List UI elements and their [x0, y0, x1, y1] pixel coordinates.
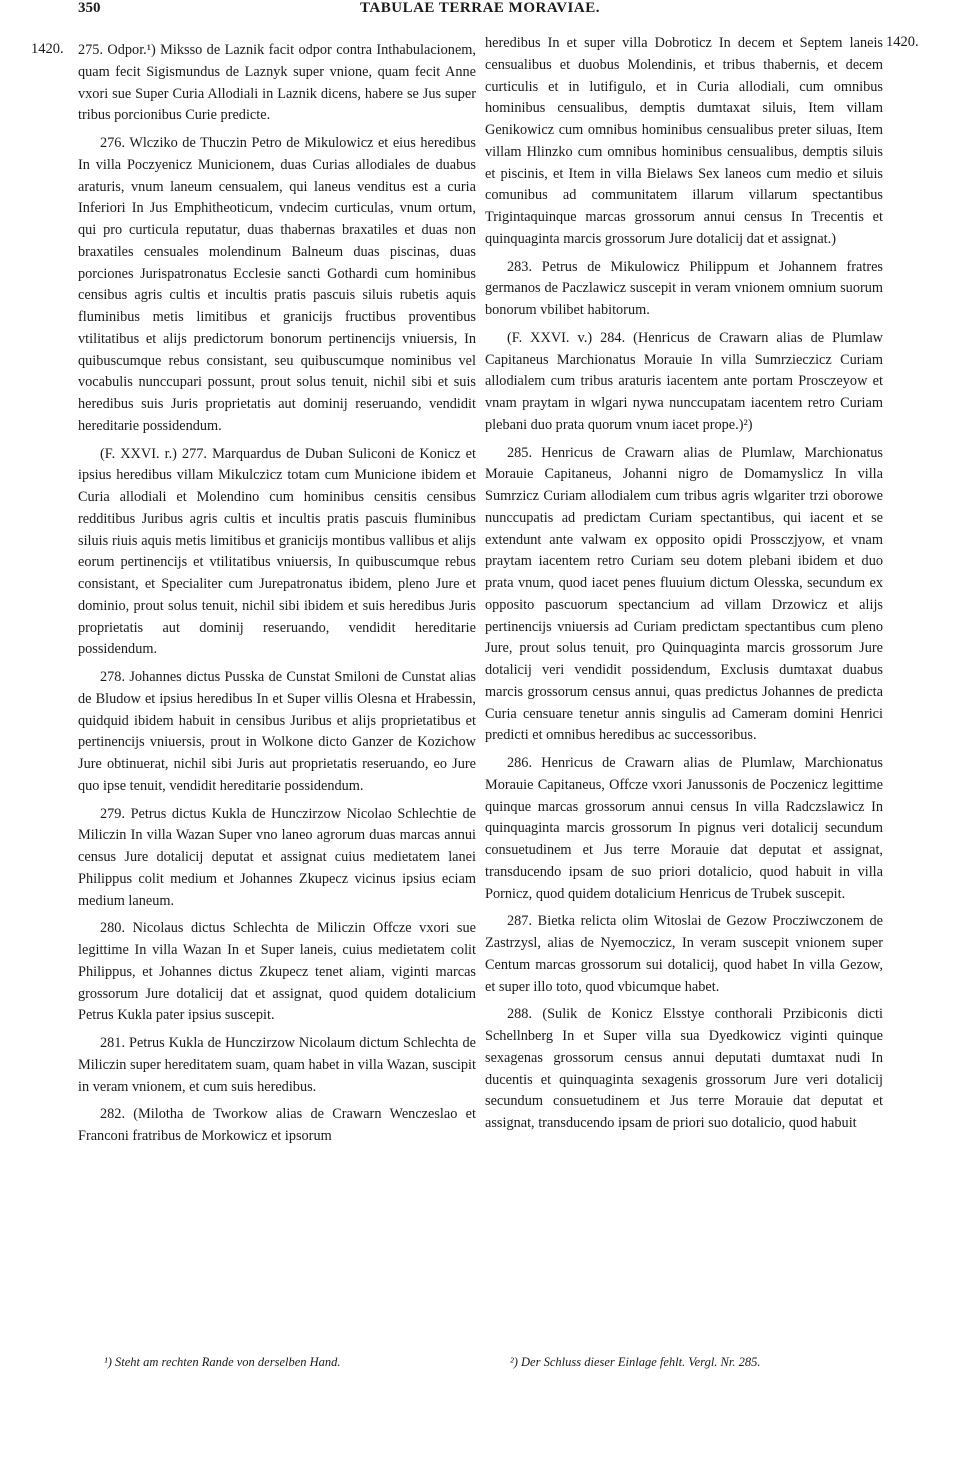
- margin-year-left: 1420.: [31, 41, 64, 57]
- footnote-left: ¹) Steht am rechten Rande von derselben Hand.: [104, 1355, 341, 1369]
- entry-paragraph: (F. XXVI. v.) 284. (Henricus de Crawarn alias de Plumlaw Capitaneus Marchionatus Morauie In villa Sumrzieczicz Curiam allodialem cum tribus araturis iacentem ante portam Prosczeyow et vnam praytam in wlgari nywa nunccupatam iacentem retro Curiam plebani duo prata quorum vnum iacet prope.)²): [485, 329, 883, 433]
- entry-paragraph: 282. (Milotha de Tworkow alias de Crawarn Wenczeslao et Franconi fratribus de Morkowicz et ipsorum: [78, 1106, 476, 1144]
- entry-paragraph: 279. Petrus dictus Kukla de Hunczirzow Nicolao Schlechtie de Miliczin In villa Wazan Super vno laneo agrorum duas marcas annui census Jure dotalicij deputat et assignat cuius medietatem lanei Philippus colit medium et Johannes Zkupecz vicinus ipsius eciam medium laneum.: [78, 805, 476, 909]
- entry-paragraph: 275. Odpor.¹) Miksso de Laznik facit odpor contra Inthabulacionem, quam fecit Sigismundus de Laznyk super vnione, quam fecit Anne vxori sue Super Curia Allodiali in Laznik dicens, habere se Jus super tribus porcionibus Curie predicte.: [78, 42, 476, 124]
- entry-paragraph: 280. Nicolaus dictus Schlechta de Miliczin Offcze vxori sue legittime In villa Wazan In et Super laneis, cuius medietatem colit Philippus, et Johannes dictus Zkupecz tenet aliam, viginti marcas grossorum Jure dotalicij dat et assignat, quod quidem dotalicium Petrus Kukla pater ipsius suscepit.: [78, 920, 476, 1024]
- entry-paragraph: 285. Henricus de Crawarn alias de Plumlaw, Marchionatus Morauie Capitaneus, Johanni nigro de Domamyslicz In villa Sumrzicz Curiam allodialem cum tribus agris wlgariter trzi oborowe nunccupatis ad predictam Curiam spectantibus, qui iacent et se extendunt ante valwam ex opposito opidi Prossczjyow, et vnam praytam iacentem retro Curiam seu dotem plebani ibidem et duo prata vnum, quod iacet penes fluuium dictum Olesska, secundum ex opposito pascuorum spectancium ad villam Drzowicz et alijs pertinencijs vniuersis ad Curiam predictam spectantibus cum pleno Jure, prout solus tenuit, pro Quinquaginta marcis grossorum Jure dotalicij veri vendidit possidendum, Exclusis dumtaxat duabus marcis grossorum census annui, quas predictus Johannes de predicta Curia censuare tenetur annis singulis ad Cameram domini Henrici predicti et omnibus heredibus ac successoribus.: [485, 444, 883, 744]
- running-title: TABULAE TERRAE MORAVIAE.: [360, 0, 600, 16]
- entry-paragraph: 281. Petrus Kukla de Hunczirzow Nicolaum dictum Schlechta de Miliczin super hereditatem suam, quam habet in villa Wazan, suscipit in veram vnionem, et cum suis heredibus.: [78, 1035, 476, 1095]
- entry-paragraph: 288. (Sulik de Konicz Elsstye conthorali Przibiconis dicti Schellnberg In et Super villa sua Dyedkowicz viginti quinque sexagenas grossorum census annui deputati dumtaxat nudi In ducentis et quinquaginta sexagenis grossorum Jure veri dotalicij secundum consuetudinem et Jus terre Morauie dat deputat et assignat, transducendo ipsam de priori suo dotalicio, quod habuit: [485, 1006, 883, 1131]
- entry-paragraph: 283. Petrus de Mikulowicz Philippum et Johannem fratres germanos de Paczlawicz suscepit in veram vnionem omnium suorum bonorum vbilibet habitorum.: [485, 258, 883, 318]
- entry-paragraph: heredibus In et super villa Dobroticz In decem et Septem laneis censualibus et duobus Molendinis, et tribus thabernis, et decem curticulis et in lutifigulo, et in Curia allodiali, cum omnibus hominibus censualibus, demptis dumtaxat siluis, Item villam Genikowicz cum omnibus hominibus censualibus preter siluas, Item villam Hlinzko cum omnibus hominibus censualibus, demptis siluis et piscinis, et Item in villa Bielaws Sex laneos cum medio et siluis comunibus ad communitatem illarum villarum spectantibus Trigintaquinque marcas grossorum annui census In Trecentis et quinquaginta marcis grossorum Jure dotalicij dat et assignat.): [485, 35, 883, 247]
- footnote-right: ²) Der Schluss dieser Einlage fehlt. Vergl. Nr. 285.: [510, 1355, 761, 1369]
- left-column: [78, 40, 476, 1154]
- entry-paragraph: 286. Henricus de Crawarn alias de Plumlaw, Marchionatus Morauie Capitaneus, Offcze vxori Janussonis de Poczenicz legittime quinque marcas grossorum annui census In villa Radczslawicz In quinquaginta marcis grossorum In pignus veri dotalicij secundum consuetudinem et Jus terre Morauie dat deputat et assignat, transducendo ipsam de suo priori dotalicio, quod habuit in villa Pornicz, quod quidem dotalicium Henricus de Trubek suscepit.: [485, 755, 883, 902]
- page-header: [0, 0, 960, 22]
- entry-paragraph: 276. Wlcziko de Thuczin Petro de Mikulowicz et eius heredibus In villa Poczyenicz Municionem, duas Curias allodiales de duabus araturis, vnum laneum censualem, qui laneus venditus est a curia Inferiori In Jus Emphitheoticum, vndecim curticulas, vnum ortum, qui pro curticula reputatur, duas thabernas braxatiles et duas non braxatiles censuales molendinum Balneum duas piscinas, duas porciones Jurispatronatus Ecclesie sancti Gothardi cum hominibus censibus agris cultis et incultis pratis pascuis siluis rubetis aquis fluminibus metis limitibus et granicijs fructibus proventibus vtilitatibus et alijs predictorum bonorum pertinencijs vniuersis, In quibuscumque rebus consistant, seu quibuscumque nominibus vel vocabulis nunccupari possunt, prout solus tenuit, nichil sibi et suis heredibus suis Juris proprietatis aut dominij reseruando, vendidit hereditarie possidendum.: [78, 135, 476, 434]
- page-number: 350: [78, 0, 101, 16]
- right-column: [485, 33, 883, 1141]
- entry-paragraph: 278. Johannes dictus Pusska de Cunstat Smiloni de Cunstat alias de Bludow et ipsius heredibus In et Super villis Olesna et Hrabessin, quidquid ibidem habuit in censibus Juribus et alijs proprietatibus et pertinencijs vniuersis, prout in Wolkone dicto Ganzer de Kozichow Jure obtinuerat, nichil sibi Juris aut proprietatis reseruando, eo Jure quo ipse tenuit, vendidit hereditarie possidendum.: [78, 669, 476, 794]
- margin-year-right: 1420.: [886, 34, 919, 50]
- entry-paragraph: (F. XXVI. r.) 277. Marquardus de Duban Suliconi de Konicz et ipsius heredibus villam Mikulczicz totam cum Municione ibidem et Curia allodiali et Molendino cum hominibus censitis censibus redditibus Juribus agris cultis et incultis pratis pascuis fluminibus siluis riuis aquis metis limitibus et granicijs montibus vallibus et alijs eorum pertinencijs et vtilitatibus vniuersis, In quibuscumque rebus consistant, et Specialiter cum Jurepatronatus ibidem, pleno Jure et dominio, prout solus tenuit, nichil sibi ibidem et suis heredibus Juris proprietatis aut dominij reseruando, vendidit hereditarie possidendum.: [78, 445, 476, 658]
- entry-paragraph: 287. Bietka relicta olim Witoslai de Gezow Procziwczonem de Zastrzysl, alias de Nyemoczicz, In veram suscepit vnionem super Centum marcas grossorum sui dotalicij, quod habet In villa Gezow, et super illo toto, quod vbicumque habet.: [485, 913, 883, 995]
